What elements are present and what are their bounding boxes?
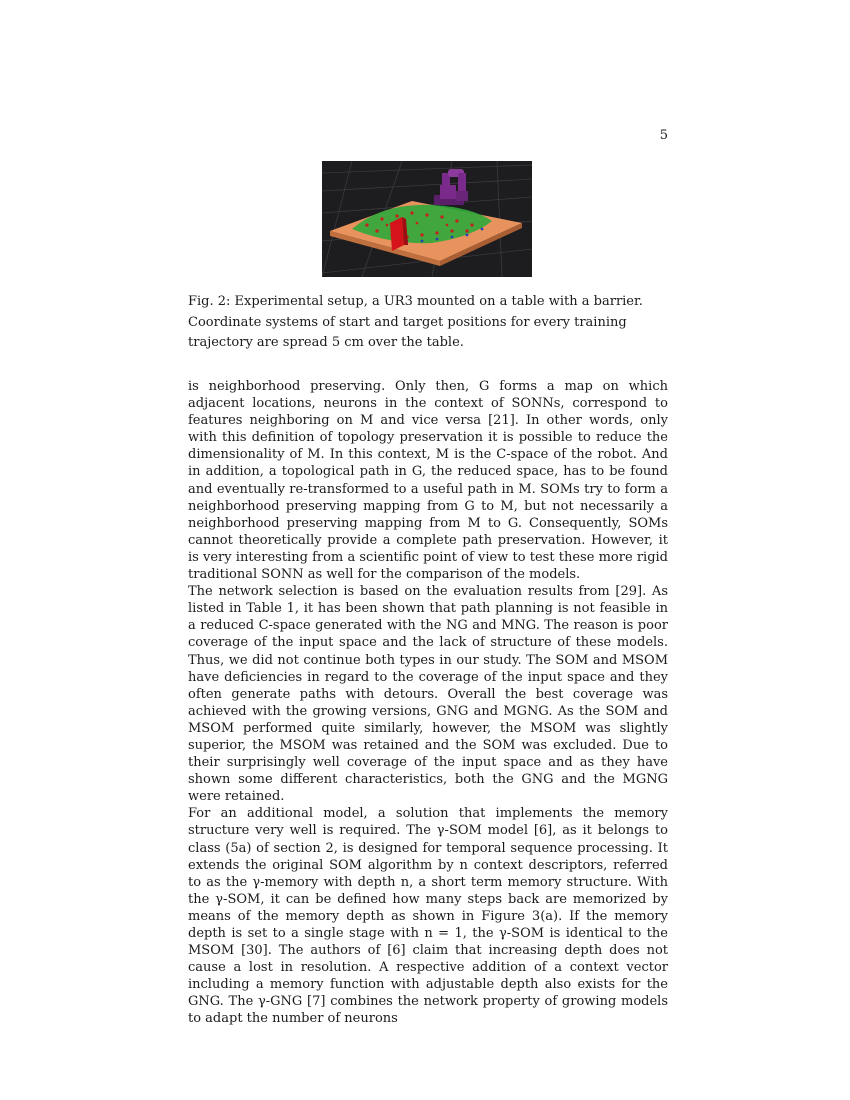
robot-arm-scene-image <box>322 161 532 277</box>
page-number: 5 <box>659 128 668 143</box>
figure-caption: Fig. 2: Experimental setup, a UR3 mounted on a table with a barrier. Coordinate systems of start and target positions for every training trajectory are spread 5 cm over the table. <box>188 294 643 350</box>
paragraph: is neighborhood preserving. Only then, G forms a map on which adjacent locations, neurons in the context of SONNs, correspond to features neighboring on M and vice versa [21]. In other words, only with this definition of topology preservation it is possible to reduce the dimensionality of M. In this context, M is the C-space of the robot. And in addition, a topological path in G, the reduced space, has to be found and eventually re-transformed to a useful path in M. SOMs try to form a neighborhood preserving mapping from G to M, but not necessarily a neighborhood preserving mapping from M to G. Consequently, SOMs cannot theoretically provide a complete path preservation. However, it is very interesting from a scientific point of view to test these more rigid traditional SONN as well for the comparison of the models. <box>188 379 668 583</box>
paragraph: For an additional model, a solution that implements the memory structure very well is required. The γ-SOM model [6], as it belongs to class (5a) of section 2, is designed for temporal sequence processing. It extends the original SOM algorithm by n context descriptors, referred to as the γ-memory with depth n, a short term memory structure. With the γ-SOM, it can be defined how many steps back are memorized by means of the memory depth as shown in Figure 3(a). If the memory depth is set to a single stage with n = 1, the γ-SOM is identical to the MSOM [30]. The authors of [6] claim that increasing depth does not cause a lost in resolution. A respective addition of a context vector including a memory function with adjustable depth also exists for the GNG. The γ-GNG [7] combines the network property of growing models to adapt the number of neurons <box>188 806 668 1027</box>
body-text <box>188 378 668 1028</box>
figure-robot-setup-image <box>322 161 532 277</box>
paragraph: The network selection is based on the evaluation results from [29]. As listed in Table 1, it has been shown that path planning is not feasible in a reduced C-space generated with the NG and MNG. The reason is poor coverage of the input space and the lack of structure of these models. Thus, we did not continue both types in our study. The SOM and MSOM have deficiencies in regard to the coverage of the input space and they often generate paths with detours. Overall the best coverage was achieved with the growing versions, GNG and MGNG. As the SOM and MSOM performed quite similarly, however, the MSOM was slightly superior, the MSOM was retained and the SOM was excluded. Due to their surprisingly well coverage of the input space and as they have shown some different characteristics, both the GNG and the MGNG were retained. <box>188 584 668 805</box>
